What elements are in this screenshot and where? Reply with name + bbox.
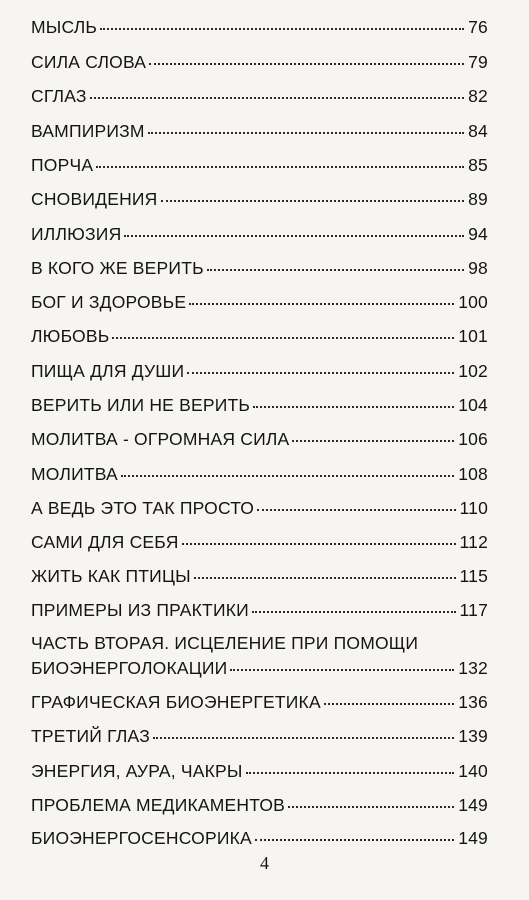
toc-entry-page: 89	[468, 189, 488, 209]
toc-entry-title: МОЛИТВА	[31, 464, 118, 484]
toc-entry-page: 85	[468, 155, 488, 175]
toc-entry	[31, 600, 488, 621]
toc-entry-title: ВАМПИРИЗМ	[31, 121, 145, 141]
toc-entry-title: ИЛЛЮЗИЯ	[31, 224, 122, 244]
toc-leader-dots	[100, 28, 464, 30]
toc-entry	[31, 726, 488, 747]
toc-entry-title: СИЛА СЛОВА	[31, 52, 147, 72]
toc-entry	[31, 17, 488, 38]
toc-entry-title: СГЛАЗ	[31, 86, 87, 106]
toc-entry-title: САМИ ДЛЯ СЕБЯ	[31, 532, 179, 552]
toc-leader-dots	[253, 406, 454, 408]
toc-leader-dots	[255, 839, 454, 841]
toc-entry-page: 115	[459, 566, 488, 586]
toc-entry	[31, 761, 488, 782]
toc-entry-page: 112	[459, 532, 488, 552]
toc-entry-title: БОГ И ЗДОРОВЬЕ	[31, 292, 187, 312]
toc-leader-dots	[288, 806, 454, 808]
toc-leader-dots	[187, 372, 454, 374]
toc-entry-page: 101	[458, 326, 488, 346]
toc-entry	[31, 121, 488, 142]
toc-entry	[31, 292, 488, 313]
toc-entry	[31, 795, 488, 816]
toc-entry-page: 102	[458, 361, 488, 381]
toc-entry-title: А ВЕДЬ ЭТО ТАК ПРОСТО	[31, 498, 255, 518]
toc-entry	[31, 692, 488, 713]
toc-entry-title: БИОЭНЕРГОЛОКАЦИИ	[31, 658, 228, 678]
toc-leader-dots	[194, 577, 456, 579]
toc-leader-dots	[230, 669, 454, 671]
toc-entry	[31, 224, 488, 245]
toc-entry-page: 100	[458, 292, 488, 312]
toc-leader-dots	[121, 475, 454, 477]
toc-entry	[31, 464, 488, 485]
page-number: 4	[260, 853, 269, 873]
toc-entry-page: 104	[458, 395, 488, 415]
toc-entry	[31, 52, 488, 73]
toc-entry	[31, 658, 488, 679]
toc-entry-title: БИОЭНЕРГОСЕНСОРИКА	[31, 828, 252, 848]
toc-entry	[31, 326, 488, 347]
toc-entry-page: 149	[458, 828, 488, 848]
toc-entry	[31, 189, 488, 210]
toc-leader-dots	[90, 97, 464, 99]
toc-leader-dots	[189, 303, 454, 305]
toc-entry-page: 139	[458, 726, 488, 746]
toc-entry-page: 149	[458, 795, 488, 815]
toc-entry-page: 94	[468, 224, 488, 244]
toc-entry	[31, 258, 488, 279]
toc-leader-dots	[324, 703, 454, 705]
toc-entry-title: ПИЩА ДЛЯ ДУШИ	[31, 361, 185, 381]
toc-entry	[31, 155, 488, 176]
toc-entry	[31, 361, 488, 382]
toc-entry	[31, 429, 488, 450]
toc-leader-dots	[207, 269, 464, 271]
toc-entry	[31, 86, 488, 107]
toc-entry-page: 132	[458, 658, 488, 678]
toc-entry-title: МЫСЛЬ	[31, 17, 98, 37]
toc-entry-page: 117	[459, 600, 488, 620]
toc-entry-title: МОЛИТВА - ОГРОМНАЯ СИЛА	[31, 429, 290, 449]
toc-leader-dots	[182, 543, 456, 545]
toc-entry-title: ЖИТЬ КАК ПТИЦЫ	[31, 566, 191, 586]
toc-leader-dots	[149, 63, 464, 65]
toc-entry-page: 79	[468, 52, 488, 72]
toc-entry-page: 110	[459, 498, 488, 518]
toc-entry-title: ПРИМЕРЫ ИЗ ПРАКТИКИ	[31, 600, 249, 620]
toc-leader-dots	[124, 235, 464, 237]
toc-entry-page: 140	[458, 761, 488, 781]
toc-entry-title: ПРОБЛЕМА МЕДИКАМЕНТОВ	[31, 795, 286, 815]
toc-entry-title: ТРЕТИЙ ГЛАЗ	[31, 726, 150, 746]
toc-entry	[31, 532, 488, 553]
toc-leader-dots	[246, 772, 455, 774]
toc-entry-title: В КОГО ЖЕ ВЕРИТЬ	[31, 258, 204, 278]
toc-entry-page: 108	[458, 464, 488, 484]
toc-entry-page: 136	[458, 692, 488, 712]
toc-entry	[31, 498, 488, 519]
toc-entry-title: ВЕРИТЬ ИЛИ НЕ ВЕРИТЬ	[31, 395, 251, 415]
toc-entry-page: 106	[458, 429, 488, 449]
toc-entry-title: СНОВИДЕНИЯ	[31, 189, 158, 209]
toc-entry-page: 76	[468, 17, 488, 37]
toc-leader-dots	[112, 337, 454, 339]
toc-leader-dots	[148, 132, 464, 134]
toc-entry-title: ПОРЧА	[31, 155, 94, 175]
toc-entry-page: 82	[468, 86, 488, 106]
toc-leader-dots	[153, 737, 454, 739]
toc-entry-title-line1: ЧАСТЬ ВТОРАЯ. ИСЦЕЛЕНИЕ ПРИ ПОМОЩИ	[31, 633, 419, 653]
toc-leader-dots	[257, 509, 455, 511]
toc-entry-title: ЛЮБОВЬ	[31, 326, 110, 346]
toc-leader-dots	[96, 166, 464, 168]
toc-entry	[31, 566, 488, 587]
toc-entry-title: ГРАФИЧЕСКАЯ БИОЭНЕРГЕТИКА	[31, 692, 321, 712]
toc-leader-dots	[252, 611, 456, 613]
toc-leader-dots	[161, 200, 465, 202]
toc-entry-page: 98	[468, 258, 488, 278]
toc-entry	[31, 395, 488, 416]
toc-entry-title: ЭНЕРГИЯ, АУРА, ЧАКРЫ	[31, 761, 243, 781]
toc-entry	[31, 828, 488, 849]
toc-leader-dots	[292, 440, 454, 442]
toc-entry-page: 84	[468, 121, 488, 141]
